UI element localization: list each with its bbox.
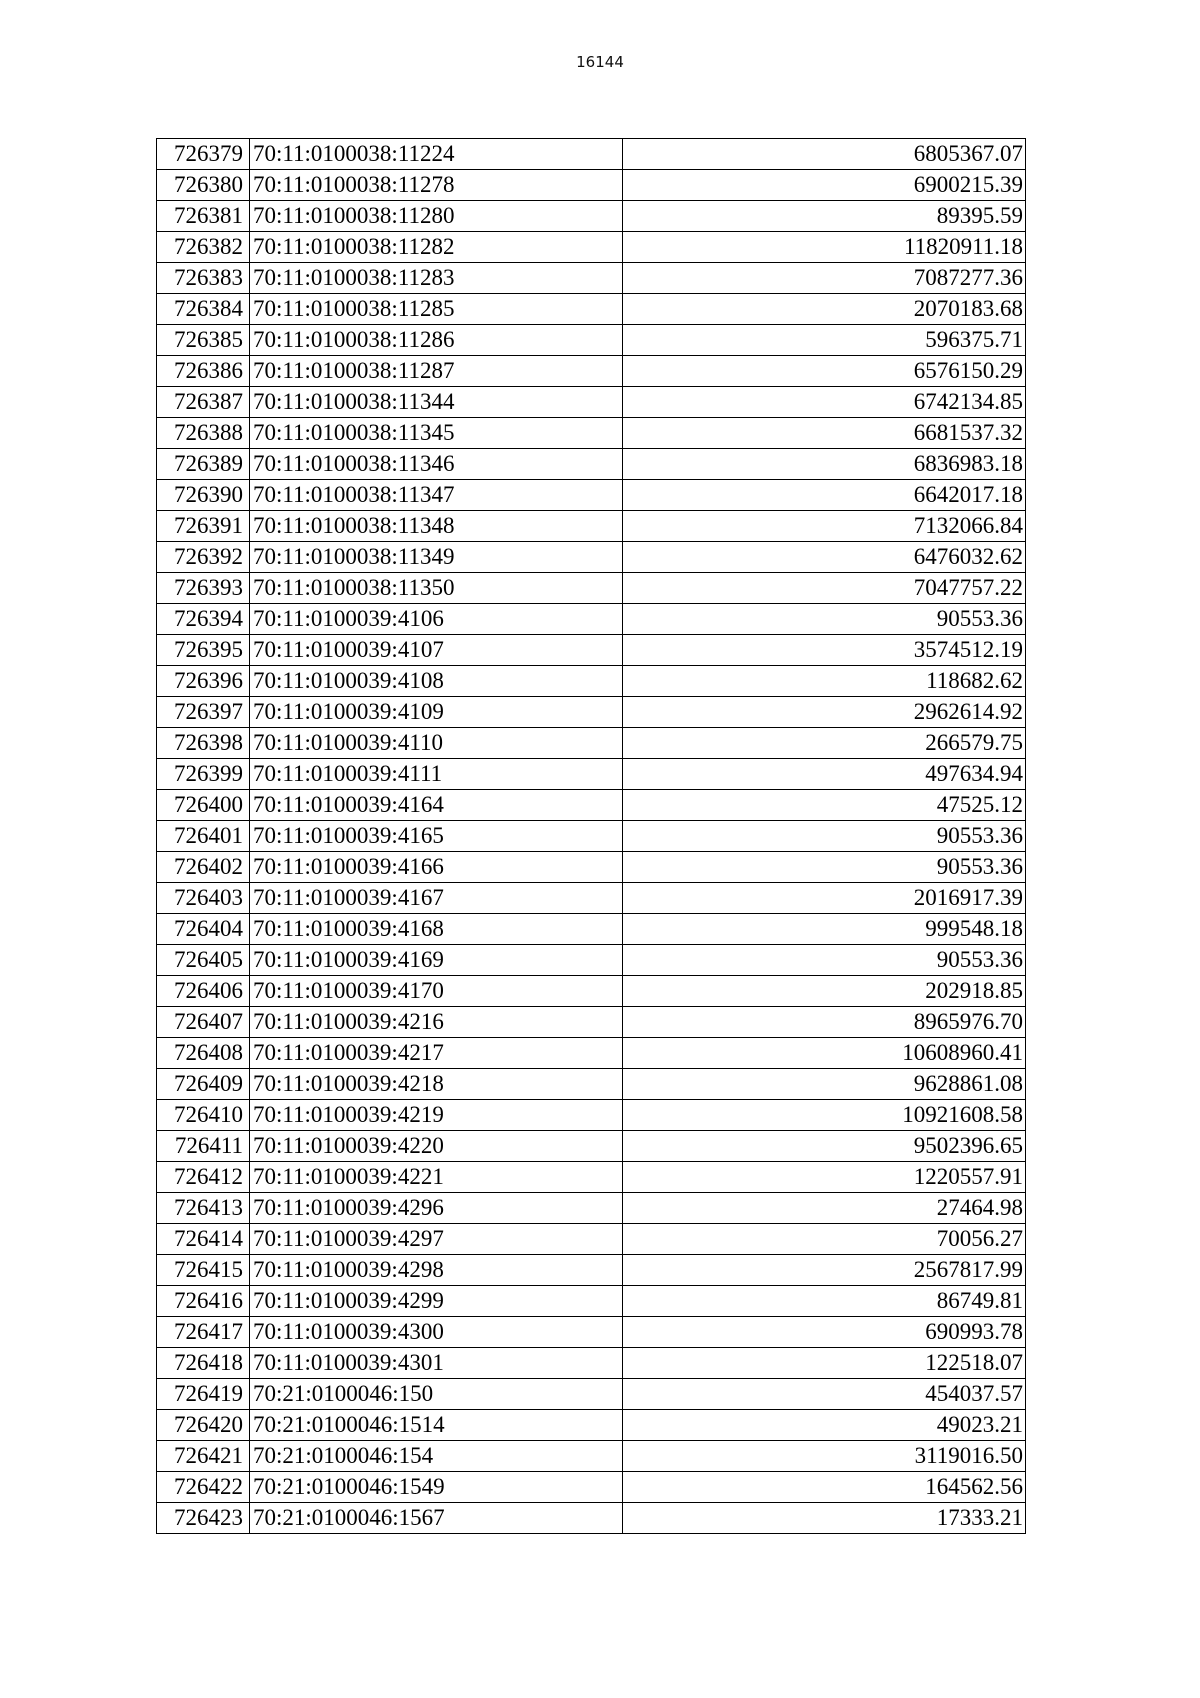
cadastral-number-cell: 70:21:0100046:1549	[250, 1472, 623, 1503]
row-number-cell: 726401	[157, 821, 250, 852]
table-row	[157, 635, 1026, 666]
row-number-cell: 726406	[157, 976, 250, 1007]
value-cell: 2962614.92	[623, 697, 1026, 728]
cadastral-number-cell: 70:11:0100039:4221	[250, 1162, 623, 1193]
value-cell: 90553.36	[623, 945, 1026, 976]
value-cell: 2016917.39	[623, 883, 1026, 914]
cadastral-number-cell: 70:11:0100038:11344	[250, 387, 623, 418]
value-cell: 8965976.70	[623, 1007, 1026, 1038]
value-cell: 86749.81	[623, 1286, 1026, 1317]
cadastral-number-cell: 70:11:0100039:4164	[250, 790, 623, 821]
row-number-cell: 726418	[157, 1348, 250, 1379]
table-row	[157, 790, 1026, 821]
cadastral-number-cell: 70:11:0100039:4108	[250, 666, 623, 697]
table-row	[157, 976, 1026, 1007]
value-cell: 164562.56	[623, 1472, 1026, 1503]
value-cell: 70056.27	[623, 1224, 1026, 1255]
table-row	[157, 1007, 1026, 1038]
table-row	[157, 1410, 1026, 1441]
table-row	[157, 1317, 1026, 1348]
cadastral-number-cell: 70:11:0100038:11282	[250, 232, 623, 263]
table-row	[157, 1131, 1026, 1162]
value-cell: 9628861.08	[623, 1069, 1026, 1100]
value-cell: 118682.62	[623, 666, 1026, 697]
table-row	[157, 1224, 1026, 1255]
table-row	[157, 480, 1026, 511]
cadastral-number-cell: 70:11:0100039:4299	[250, 1286, 623, 1317]
value-cell: 7087277.36	[623, 263, 1026, 294]
cadastral-number-cell: 70:11:0100039:4166	[250, 852, 623, 883]
value-cell: 10921608.58	[623, 1100, 1026, 1131]
value-cell: 266579.75	[623, 728, 1026, 759]
cadastral-number-cell: 70:11:0100039:4296	[250, 1193, 623, 1224]
value-cell: 6805367.07	[623, 139, 1026, 170]
cadastral-number-cell: 70:11:0100039:4107	[250, 635, 623, 666]
value-cell: 6900215.39	[623, 170, 1026, 201]
row-number-cell: 726417	[157, 1317, 250, 1348]
value-cell: 202918.85	[623, 976, 1026, 1007]
table-row	[157, 449, 1026, 480]
value-cell: 27464.98	[623, 1193, 1026, 1224]
table-row	[157, 728, 1026, 759]
value-cell: 6681537.32	[623, 418, 1026, 449]
row-number-cell: 726408	[157, 1038, 250, 1069]
table-row	[157, 883, 1026, 914]
row-number-cell: 726414	[157, 1224, 250, 1255]
table-row	[157, 1379, 1026, 1410]
row-number-cell: 726420	[157, 1410, 250, 1441]
value-cell: 9502396.65	[623, 1131, 1026, 1162]
row-number-cell: 726410	[157, 1100, 250, 1131]
table-row	[157, 604, 1026, 635]
value-cell: 497634.94	[623, 759, 1026, 790]
value-cell: 1220557.91	[623, 1162, 1026, 1193]
table-row	[157, 666, 1026, 697]
row-number-cell: 726390	[157, 480, 250, 511]
table-row	[157, 418, 1026, 449]
row-number-cell: 726386	[157, 356, 250, 387]
row-number-cell: 726402	[157, 852, 250, 883]
data-table	[156, 138, 1026, 1534]
row-number-cell: 726419	[157, 1379, 250, 1410]
table-row	[157, 759, 1026, 790]
table-row	[157, 356, 1026, 387]
table-row	[157, 1193, 1026, 1224]
table-row	[157, 1503, 1026, 1534]
table-row	[157, 852, 1026, 883]
cadastral-number-cell: 70:21:0100046:1514	[250, 1410, 623, 1441]
row-number-cell: 726416	[157, 1286, 250, 1317]
value-cell: 596375.71	[623, 325, 1026, 356]
row-number-cell: 726389	[157, 449, 250, 480]
row-number-cell: 726412	[157, 1162, 250, 1193]
row-number-cell: 726396	[157, 666, 250, 697]
row-number-cell: 726382	[157, 232, 250, 263]
value-cell: 11820911.18	[623, 232, 1026, 263]
cadastral-number-cell: 70:11:0100038:11285	[250, 294, 623, 325]
cadastral-number-cell: 70:21:0100046:1567	[250, 1503, 623, 1534]
row-number-cell: 726380	[157, 170, 250, 201]
row-number-cell: 726393	[157, 573, 250, 604]
value-cell: 2070183.68	[623, 294, 1026, 325]
cadastral-number-cell: 70:11:0100038:11349	[250, 542, 623, 573]
cadastral-number-cell: 70:11:0100038:11278	[250, 170, 623, 201]
value-cell: 690993.78	[623, 1317, 1026, 1348]
row-number-cell: 726383	[157, 263, 250, 294]
value-cell: 90553.36	[623, 821, 1026, 852]
row-number-cell: 726405	[157, 945, 250, 976]
table-row	[157, 573, 1026, 604]
row-number-cell: 726392	[157, 542, 250, 573]
table-row	[157, 1441, 1026, 1472]
row-number-cell: 726387	[157, 387, 250, 418]
row-number-cell: 726404	[157, 914, 250, 945]
cadastral-number-cell: 70:21:0100046:150	[250, 1379, 623, 1410]
table-row	[157, 139, 1026, 170]
value-cell: 2567817.99	[623, 1255, 1026, 1286]
cadastral-number-cell: 70:11:0100039:4106	[250, 604, 623, 635]
table-row	[157, 201, 1026, 232]
table-row	[157, 325, 1026, 356]
row-number-cell: 726381	[157, 201, 250, 232]
page-number: 16144	[576, 53, 624, 71]
cadastral-number-cell: 70:11:0100038:11346	[250, 449, 623, 480]
table-row	[157, 914, 1026, 945]
cadastral-number-cell: 70:11:0100038:11347	[250, 480, 623, 511]
cadastral-number-cell: 70:11:0100039:4165	[250, 821, 623, 852]
table-row	[157, 821, 1026, 852]
value-cell: 10608960.41	[623, 1038, 1026, 1069]
row-number-cell: 726407	[157, 1007, 250, 1038]
table-row	[157, 387, 1026, 418]
row-number-cell: 726413	[157, 1193, 250, 1224]
table-row	[157, 697, 1026, 728]
cadastral-number-cell: 70:11:0100039:4111	[250, 759, 623, 790]
value-cell: 6742134.85	[623, 387, 1026, 418]
value-cell: 90553.36	[623, 852, 1026, 883]
value-cell: 49023.21	[623, 1410, 1026, 1441]
cadastral-number-cell: 70:21:0100046:154	[250, 1441, 623, 1472]
table-row	[157, 1472, 1026, 1503]
table-row	[157, 1162, 1026, 1193]
table-row	[157, 263, 1026, 294]
cadastral-number-cell: 70:11:0100039:4298	[250, 1255, 623, 1286]
table-body	[157, 139, 1026, 1534]
row-number-cell: 726397	[157, 697, 250, 728]
table-row	[157, 1100, 1026, 1131]
value-cell: 3574512.19	[623, 635, 1026, 666]
value-cell: 6836983.18	[623, 449, 1026, 480]
row-number-cell: 726423	[157, 1503, 250, 1534]
cadastral-number-cell: 70:11:0100038:11345	[250, 418, 623, 449]
cadastral-number-cell: 70:11:0100039:4219	[250, 1100, 623, 1131]
value-cell: 90553.36	[623, 604, 1026, 635]
value-cell: 7132066.84	[623, 511, 1026, 542]
value-cell: 6476032.62	[623, 542, 1026, 573]
row-number-cell: 726422	[157, 1472, 250, 1503]
table-row	[157, 1038, 1026, 1069]
value-cell: 89395.59	[623, 201, 1026, 232]
table-row	[157, 294, 1026, 325]
table-row	[157, 1286, 1026, 1317]
cadastral-number-cell: 70:11:0100039:4216	[250, 1007, 623, 1038]
row-number-cell: 726379	[157, 139, 250, 170]
table-row	[157, 1255, 1026, 1286]
value-cell: 7047757.22	[623, 573, 1026, 604]
cadastral-number-cell: 70:11:0100039:4217	[250, 1038, 623, 1069]
cadastral-number-cell: 70:11:0100039:4167	[250, 883, 623, 914]
cadastral-number-cell: 70:11:0100038:11350	[250, 573, 623, 604]
cadastral-number-cell: 70:11:0100038:11224	[250, 139, 623, 170]
row-number-cell: 726421	[157, 1441, 250, 1472]
table-row	[157, 170, 1026, 201]
row-number-cell: 726398	[157, 728, 250, 759]
row-number-cell: 726395	[157, 635, 250, 666]
cadastral-number-cell: 70:11:0100039:4170	[250, 976, 623, 1007]
cadastral-number-cell: 70:11:0100039:4301	[250, 1348, 623, 1379]
table-row	[157, 511, 1026, 542]
cadastral-number-cell: 70:11:0100038:11280	[250, 201, 623, 232]
cadastral-number-cell: 70:11:0100039:4110	[250, 728, 623, 759]
table-row	[157, 945, 1026, 976]
value-cell: 454037.57	[623, 1379, 1026, 1410]
value-cell: 47525.12	[623, 790, 1026, 821]
value-cell: 17333.21	[623, 1503, 1026, 1534]
value-cell: 6642017.18	[623, 480, 1026, 511]
row-number-cell: 726391	[157, 511, 250, 542]
table-row	[157, 1069, 1026, 1100]
cadastral-number-cell: 70:11:0100038:11283	[250, 263, 623, 294]
row-number-cell: 726385	[157, 325, 250, 356]
value-cell: 6576150.29	[623, 356, 1026, 387]
cadastral-number-cell: 70:11:0100039:4220	[250, 1131, 623, 1162]
row-number-cell: 726409	[157, 1069, 250, 1100]
table-row	[157, 1348, 1026, 1379]
value-cell: 999548.18	[623, 914, 1026, 945]
row-number-cell: 726411	[157, 1131, 250, 1162]
cadastral-number-cell: 70:11:0100038:11287	[250, 356, 623, 387]
table-row	[157, 232, 1026, 263]
cadastral-number-cell: 70:11:0100039:4168	[250, 914, 623, 945]
cadastral-number-cell: 70:11:0100039:4300	[250, 1317, 623, 1348]
cadastral-number-cell: 70:11:0100039:4297	[250, 1224, 623, 1255]
row-number-cell: 726400	[157, 790, 250, 821]
cadastral-number-cell: 70:11:0100039:4109	[250, 697, 623, 728]
value-cell: 122518.07	[623, 1348, 1026, 1379]
cadastral-number-cell: 70:11:0100039:4169	[250, 945, 623, 976]
cadastral-number-cell: 70:11:0100038:11286	[250, 325, 623, 356]
cadastral-number-cell: 70:11:0100038:11348	[250, 511, 623, 542]
row-number-cell: 726384	[157, 294, 250, 325]
row-number-cell: 726394	[157, 604, 250, 635]
row-number-cell: 726399	[157, 759, 250, 790]
table-row	[157, 542, 1026, 573]
row-number-cell: 726388	[157, 418, 250, 449]
cadastral-number-cell: 70:11:0100039:4218	[250, 1069, 623, 1100]
row-number-cell: 726403	[157, 883, 250, 914]
row-number-cell: 726415	[157, 1255, 250, 1286]
value-cell: 3119016.50	[623, 1441, 1026, 1472]
